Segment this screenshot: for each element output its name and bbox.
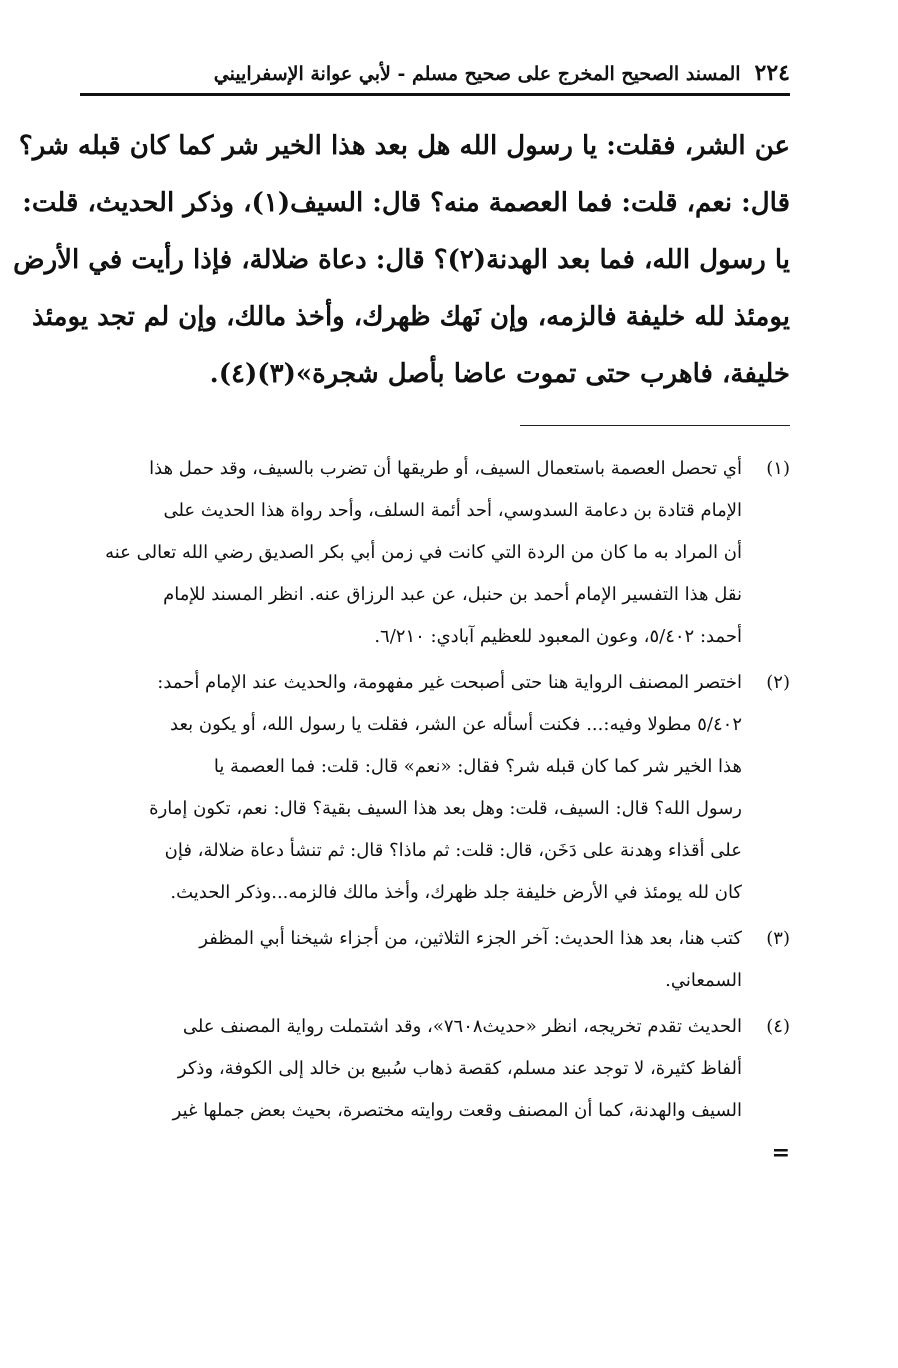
running-header [80,58,790,96]
footnote-line: هذا الخير شر كما كان قبله شر؟ فقال: «نعم» قال: قلت: فما العصمة يا [213,756,742,777]
footnote-line: نقل هذا التفسير الإمام أحمد بن حنبل، عن عبد الرزاق عنه. انظر المسند للإمام [163,584,742,605]
footnote-2 [80,662,790,914]
footnote-line: أي تحصل العصمة باستعمال السيف، أو طريقها أن تضرب بالسيف، وقد حمل هذا [149,458,742,479]
footnote-line: أحمد: ٥/٤٠٢، وعون المعبود للعظيم آبادي: ٦/٢١٠. [374,626,742,647]
footnote-line: أن المراد به ما كان من الردة التي كانت في زمن أبي بكر الصديق رضي الله تعالى عنه [105,542,742,563]
footnote-line: السمعاني. [665,970,742,991]
footnote-separator [520,425,790,426]
footnote-line: كتب هنا، بعد هذا الحديث: آخر الجزء الثلاثين، من أجزاء شيخنا أبي المظفر [199,928,742,949]
footnote-1 [80,448,790,658]
page-number: ٢٢٤ [754,60,790,86]
footnote-line: كان لله يومئذ في الأرض خليفة جلد ظهرك، وأخذ مالك فالزمه...وذكر الحديث. [170,882,742,903]
footnote-line: الإمام قتادة بن دعامة السدوسي، أحد أئمة السلف، وأحد رواة هذا الحديث على [163,500,742,521]
book-page [13,58,790,1168]
footnote-marker: (٣) [766,928,790,949]
footnote-body [80,1006,742,1132]
footnote-body [80,448,742,658]
main-text-line: يا رسول الله، فما بعد الهدنة(٢)؟ قال: دعاة ضلالة، فإذا رأيت في الأرض [13,245,790,275]
footnote-line: رسول الله؟ قال: السيف، قلت: وهل بعد هذا السيف بقية؟ قال: نعم، تكون إمارة [149,798,742,819]
footnote-line: ألفاظ كثيرة، لا توجد عند مسلم، كقصة ذهاب سُبيع بن خالد إلى الكوفة، وذكر [177,1058,742,1079]
main-text-line: خليفة، فاهرب حتى تموت عاضا بأصل شجرة»(٣)(٤). [209,359,790,389]
footnote-marker: (٢) [766,672,790,693]
footnote-marker: (١) [766,458,790,479]
footnote-line: على أقذاء وهدنة على دَخَن، قال: قلت: ثم ماذا؟ قال: ثم تنشأ دعاة ضلالة، فإن [164,840,742,861]
main-text-line: عن الشر، فقلت: يا رسول الله هل بعد هذا الخير شر كما كان قبله شر؟ [18,131,790,161]
footnote-body [80,918,742,1002]
footnote-line: السيف والهدنة، كما أن المصنف وقعت روايته مختصرة، بحيث بعض جملها غير [172,1100,742,1121]
footnote-4 [80,1006,790,1132]
continuation-mark: = [771,1140,790,1166]
main-text-line: قال: نعم، قلت: فما العصمة منه؟ قال: السيف(١)، وذكر الحديث، قلت: [22,188,790,218]
footnotes [80,448,790,1132]
footnote-marker: (٤) [766,1016,790,1037]
footnote-line: ٥/٤٠٢ مطولا وفيه:... فكنت أسأله عن الشر، فقلت يا رسول الله، أو يكون بعد [170,714,742,735]
book-title: المسند الصحيح المخرج على صحيح مسلم - لأبي عوانة الإسفراييني [213,63,741,85]
footnote-line: اختصر المصنف الرواية هنا حتى أصبحت غير مفهومة، والحديث عند الإمام أحمد: [157,672,742,693]
footnote-3 [80,918,790,1002]
main-hadith-text [13,118,790,403]
footnote-line: الحديث تقدم تخريجه، انظر «حديث٧٦٠٨»، وقد اشتملت رواية المصنف على [182,1016,742,1037]
main-text-line: يومئذ لله خليفة فالزمه، وإن نَهك ظهرك، وأخذ مالك، وإن لم تجد يومئذ [32,302,790,332]
footnote-body [80,662,742,914]
